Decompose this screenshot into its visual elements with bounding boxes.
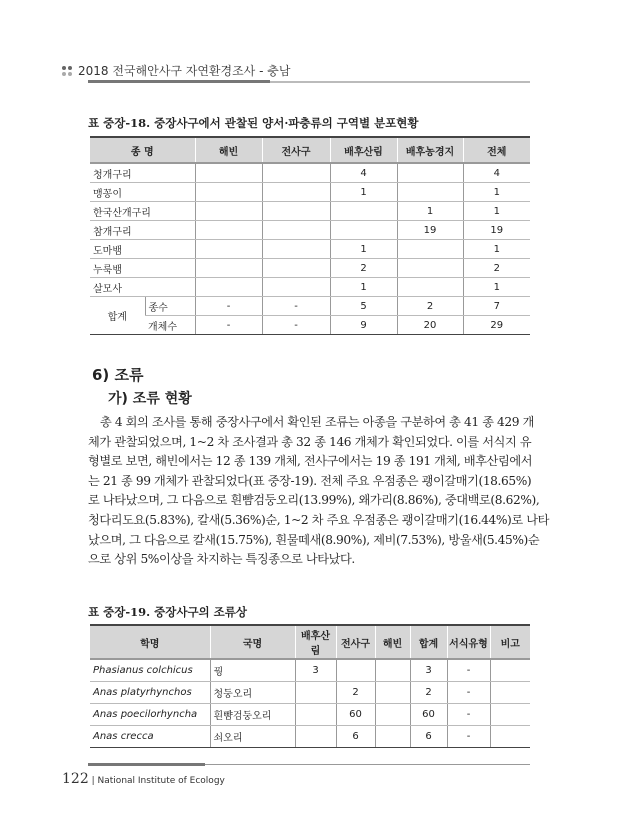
table-cell xyxy=(375,682,410,704)
total-label: 합계 xyxy=(90,297,145,335)
column-header: 배후산림 xyxy=(295,625,336,659)
column-header: 전사구 xyxy=(336,625,375,659)
column-header: 비고 xyxy=(490,625,530,659)
table-cell: - xyxy=(447,682,490,704)
table-cell: 7 xyxy=(463,297,530,316)
table-cell xyxy=(262,183,330,202)
table-cell: 2 xyxy=(397,297,463,316)
table-row-total xyxy=(90,316,530,335)
table-cell: 5 xyxy=(330,297,397,316)
table-cell xyxy=(195,221,262,240)
table-cell: 맹꽁이 xyxy=(90,183,195,202)
table-cell xyxy=(490,659,530,682)
table-cell xyxy=(375,659,410,682)
table-cell xyxy=(397,163,463,183)
table-cell: 한국산개구리 xyxy=(90,202,195,221)
table-cell xyxy=(397,278,463,297)
page-number: 122 xyxy=(62,771,89,787)
table-row xyxy=(90,183,530,202)
paragraph-line: 체가 관찰되었으며, 1~2 차 조사결과 총 32 종 146 개체가 확인되었다. 이를 서식지 유 xyxy=(88,434,532,449)
table-cell xyxy=(295,682,336,704)
table-cell xyxy=(195,240,262,259)
table-cell: 쇠오리 xyxy=(210,726,295,748)
table-cell: 꿩 xyxy=(210,659,295,682)
paragraph-line: 총 4 회의 조사를 통해 중장사구에서 확인된 조류는 아종을 구분하여 총 41 종 429 개 xyxy=(100,415,534,429)
column-header: 전체 xyxy=(463,137,530,163)
table-cell: - xyxy=(262,297,330,316)
table-cell: 청둥오리 xyxy=(210,682,295,704)
table-cell xyxy=(375,726,410,748)
table-cell xyxy=(195,163,262,183)
table-cell: - xyxy=(195,297,262,316)
column-header: 합계 xyxy=(410,625,447,659)
table-cell: 1 xyxy=(330,240,397,259)
table-cell xyxy=(262,240,330,259)
table1 xyxy=(90,136,530,335)
table-cell: 도마뱀 xyxy=(90,240,195,259)
footer-separator: | xyxy=(91,776,95,786)
table-row xyxy=(90,704,530,726)
header-rule-accent xyxy=(88,80,270,83)
table-row xyxy=(90,682,530,704)
table-cell: 60 xyxy=(336,704,375,726)
column-header: 국명 xyxy=(210,625,295,659)
table-cell xyxy=(397,240,463,259)
table-row xyxy=(90,240,530,259)
table-cell xyxy=(490,726,530,748)
table-cell xyxy=(336,659,375,682)
table-cell: 20 xyxy=(397,316,463,335)
table-cell: Anas crecca xyxy=(90,726,210,748)
table-cell: - xyxy=(447,659,490,682)
table-cell: Phasianus colchicus xyxy=(90,659,210,682)
column-header: 배후산림 xyxy=(330,137,397,163)
table-cell: 9 xyxy=(330,316,397,335)
table-cell: 종수 xyxy=(145,297,195,316)
table-cell: 1 xyxy=(463,240,530,259)
table-cell: 2 xyxy=(336,682,375,704)
table-cell xyxy=(195,259,262,278)
paragraph-line: 로 나타났으며, 그 다음으로 흰뺨검둥오리(13.99%), 왜가리(8.86%), 중대백로(8.62%), xyxy=(88,493,540,508)
table-cell: 19 xyxy=(463,221,530,240)
column-header: 해빈 xyxy=(195,137,262,163)
table-cell xyxy=(295,704,336,726)
table-cell: Anas poecilorhyncha xyxy=(90,704,210,726)
table-cell: 1 xyxy=(463,278,530,297)
subsection-heading: 가) 조류 현황 xyxy=(108,391,192,407)
table-cell: 60 xyxy=(410,704,447,726)
table-cell: - xyxy=(447,726,490,748)
column-header: 학명 xyxy=(90,625,210,659)
paragraph-line: 났으며, 그 다음으로 칼새(15.75%), 흰물떼새(8.90%), 제비(7.53%), 방울새(5.45%)순 xyxy=(88,532,540,547)
header-title: 2018 전국해안사구 자연환경조사 - 충남 xyxy=(78,64,291,78)
table-cell: 4 xyxy=(330,163,397,183)
paragraph-line: 형별로 보면, 해빈에서는 12 종 139 개체, 전사구에서는 19 종 191 개체, 배후산림에서 xyxy=(88,454,533,469)
table-cell: 3 xyxy=(295,659,336,682)
table-row xyxy=(90,726,530,748)
table-row xyxy=(90,259,530,278)
table-cell xyxy=(295,726,336,748)
table-cell: Anas platyrhynchos xyxy=(90,682,210,704)
table-cell: 흰뺨검둥오리 xyxy=(210,704,295,726)
table-cell: 6 xyxy=(336,726,375,748)
table-cell xyxy=(375,704,410,726)
bullet-dots-icon xyxy=(62,66,72,76)
column-header: 종 명 xyxy=(90,137,195,163)
table-cell: 1 xyxy=(463,202,530,221)
table-cell xyxy=(195,278,262,297)
table-cell xyxy=(397,259,463,278)
table-row xyxy=(90,221,530,240)
table-cell: 6 xyxy=(410,726,447,748)
table-row xyxy=(90,659,530,682)
table-cell: 살모사 xyxy=(90,278,195,297)
table-cell: 청개구리 xyxy=(90,163,195,183)
table-cell xyxy=(262,278,330,297)
table-cell: 4 xyxy=(463,163,530,183)
table-cell xyxy=(330,202,397,221)
table-cell: 2 xyxy=(330,259,397,278)
paragraph-line: 는 21 종 99 개체가 관찰되었다(표 중장-19). 전체 주요 우점종은 괭이갈매기(18.65%) xyxy=(88,473,532,488)
table-cell: 19 xyxy=(397,221,463,240)
table-row xyxy=(90,278,530,297)
paragraph-line: 으로 상위 5%이상을 차지하는 특징종으로 나타났다. xyxy=(88,552,355,567)
table-cell: 참개구리 xyxy=(90,221,195,240)
table-cell xyxy=(195,202,262,221)
table-cell: 2 xyxy=(410,682,447,704)
table-row xyxy=(90,202,530,221)
table-cell xyxy=(262,221,330,240)
table-cell xyxy=(262,259,330,278)
table-cell: 29 xyxy=(463,316,530,335)
column-header: 서식유형 xyxy=(447,625,490,659)
table-cell: 2 xyxy=(463,259,530,278)
table-cell xyxy=(195,183,262,202)
table-cell: - xyxy=(447,704,490,726)
table-cell xyxy=(397,183,463,202)
table1-caption: 표 중장-18. 중장사구에서 관찰된 양서·파충류의 구역별 분포현황 xyxy=(88,116,419,130)
column-header: 해빈 xyxy=(375,625,410,659)
column-header: 배후농경지 xyxy=(397,137,463,163)
section-heading: 6) 조류 xyxy=(92,366,144,384)
table-cell: - xyxy=(195,316,262,335)
table2-caption: 표 중장-19. 중장사구의 조류상 xyxy=(88,605,247,619)
footer-org: National Institute of Ecology xyxy=(97,776,225,786)
body-paragraph xyxy=(88,413,550,570)
table-cell: 3 xyxy=(410,659,447,682)
table-row-total xyxy=(90,297,530,316)
table2 xyxy=(90,624,530,748)
table-cell: 1 xyxy=(397,202,463,221)
table-cell xyxy=(490,682,530,704)
column-header: 전사구 xyxy=(262,137,330,163)
table-cell: - xyxy=(262,316,330,335)
table-row xyxy=(90,163,530,183)
footer xyxy=(62,771,225,787)
table-cell: 개체수 xyxy=(145,316,195,335)
table-cell xyxy=(330,221,397,240)
table-cell: 1 xyxy=(330,183,397,202)
paragraph-line: 청다리도요(5.83%), 칼새(5.36%)순, 1~2 차 주요 우점종은 괭이갈매기(16.44%)로 나타 xyxy=(88,512,550,527)
table-cell xyxy=(262,163,330,183)
table-cell: 1 xyxy=(463,183,530,202)
table-cell xyxy=(262,202,330,221)
table-cell: 누룩뱀 xyxy=(90,259,195,278)
footer-rule-accent xyxy=(88,763,205,766)
table-cell xyxy=(490,704,530,726)
running-header xyxy=(62,62,290,79)
table-cell: 1 xyxy=(330,278,397,297)
